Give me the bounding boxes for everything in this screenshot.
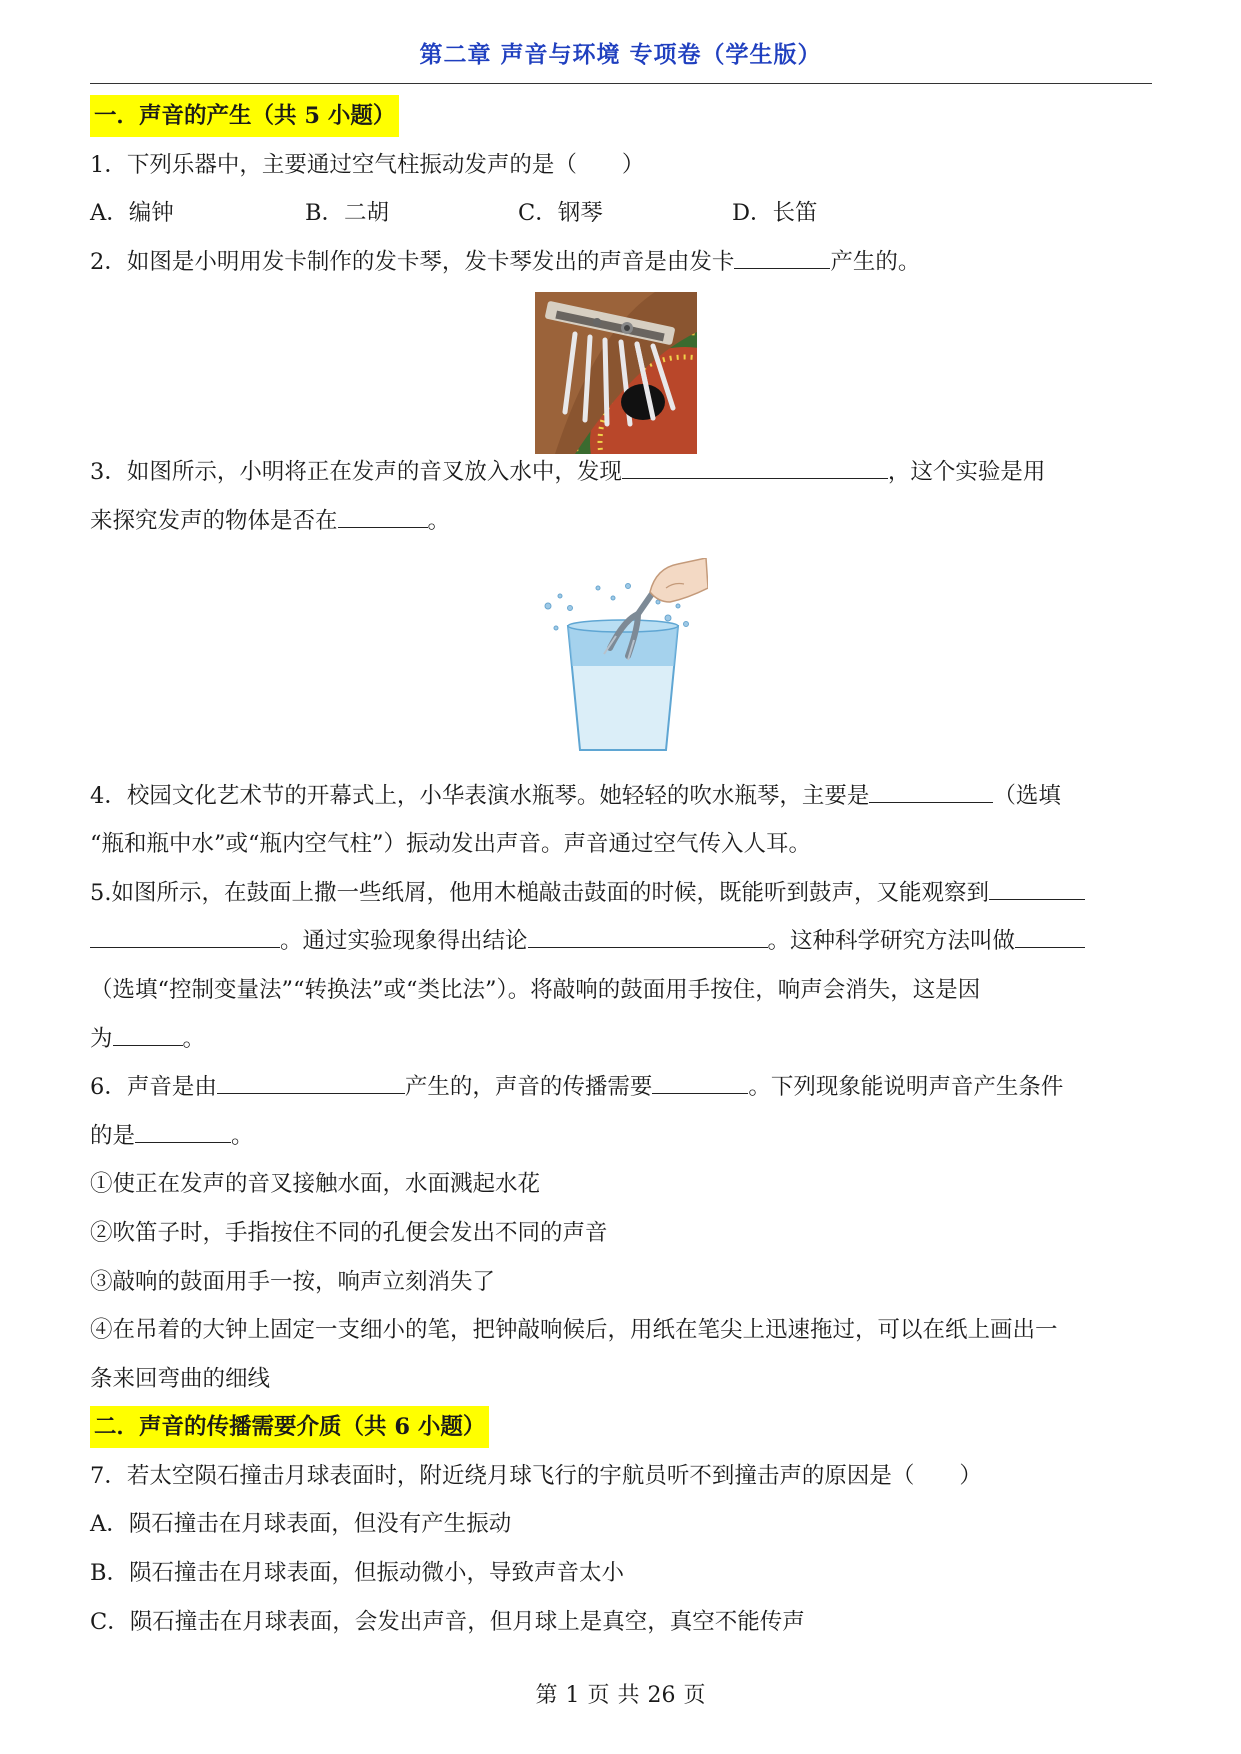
question-6-item-2: ②吹笛子时，手指按住不同的孔便会发出不同的声音 [90,1219,608,1246]
answer-blank [135,1120,231,1143]
question-6-item-4-cont: 条来回弯曲的细线 [90,1365,271,1392]
question-6-item-1: ①使正在发声的音叉接触水面，水面溅起水花 [90,1171,541,1198]
total-pages: 26 [647,1683,676,1708]
section-heading-1 [90,92,1152,141]
question-5-line-4: 为 。 [90,1015,1152,1064]
answer-blank [622,456,888,479]
question-1-stem: 1．下列乐器中，主要通过空气柱振动发声的是（ ） [90,151,645,178]
question-6-line-2: 的是 。 [90,1112,1152,1161]
page-title: 第二章 声音与环境 专项卷（学生版） [419,41,822,68]
question-6-item-3: ③敲响的鼓面用手一按，响声立刻消失了 [90,1268,496,1295]
question-7-option-c: C．陨石撞击在月球表面，会发出声音，但月球上是真空，真空不能传声 [90,1608,805,1635]
answer-blank [113,1023,183,1046]
section-heading-2 [90,1403,1152,1452]
question-5-line-2: 。通过实验现象得出结论 。这种科学研究方法叫做 [90,917,1152,966]
question-4-line-2: “瓶和瓶中水”或“瓶内空气柱”）振动发出声音。声音通过空气传入人耳。 [90,831,812,858]
option-b: B．二胡 [305,200,390,227]
kalimba-photo [535,292,697,454]
question-7-option-a: A．陨石撞击在月球表面，但没有产生振动 [90,1511,512,1538]
question-3-line-2: 来探究发声的物体是否在 。 [90,497,1152,546]
question-7-stem: 7．若太空陨石撞击月球表面时，附近绕月球飞行的宇航员听不到撞击声的原因是（ ） [90,1462,982,1489]
section-label: 一．声音的产生（共 5 小题） [90,95,399,137]
option-c: C．钢琴 [518,200,603,227]
question-5-line-1: 5.如图所示，在鼓面上撒一些纸屑，他用木槌敲击鼓面的时候，既能听到鼓声，又能观察到 [90,869,1152,918]
option-a: A．编钟 [90,200,174,227]
answer-blank [90,925,280,948]
answer-blank [869,780,993,803]
question-2: 2．如图是小明用发卡制作的发卡琴，发卡琴发出的声音是由发卡 产生的。 [90,238,1152,287]
question-6-item-4: ④在吊着的大钟上固定一支细小的笔，把钟敲响候后，用纸在笔尖上迅速拖过，可以在纸上画出一 [90,1317,1058,1344]
question-5-line-3: （选填“控制变量法”“转换法”或“类比法”）。将敲响的鼓面用手按住，响声会消失，这是因 [90,976,981,1003]
tuning-fork-water-figure [90,546,1152,772]
option-d: D．长笛 [732,200,818,227]
hairpin-kalimba-figure [90,286,1152,448]
page-footer: 第 1 页 共 26 页 [535,1683,706,1708]
answer-blank [338,505,428,528]
exam-content [90,92,1152,1646]
question-7-option-b: B．陨石撞击在月球表面，但振动微小，导致声音太小 [90,1560,625,1587]
answer-blank [528,925,768,948]
question-3-line-1: 3．如图所示，小明将正在发声的音叉放入水中，发现 ，这个实验是用 [90,448,1152,497]
question-6-line-1: 6．声音是由 产生的，声音的传播需要 。下列现象能说明声音产生条件 [90,1063,1152,1112]
header-divider [90,83,1152,84]
answer-blank [1015,925,1085,948]
answer-blank [652,1071,748,1094]
question-1-options [90,189,1152,238]
answer-blank [217,1071,405,1094]
answer-blank [989,877,1085,900]
tuning-fork-in-water [538,558,708,758]
section-label: 二．声音的传播需要介质（共 6 小题） [90,1406,489,1448]
answer-blank [734,246,830,269]
current-page-number: 1 [565,1683,580,1708]
question-4-line-1: 4．校园文化艺术节的开幕式上，小华表演水瓶琴。她轻轻的吹水瓶琴，主要是 （选填 [90,772,1152,821]
